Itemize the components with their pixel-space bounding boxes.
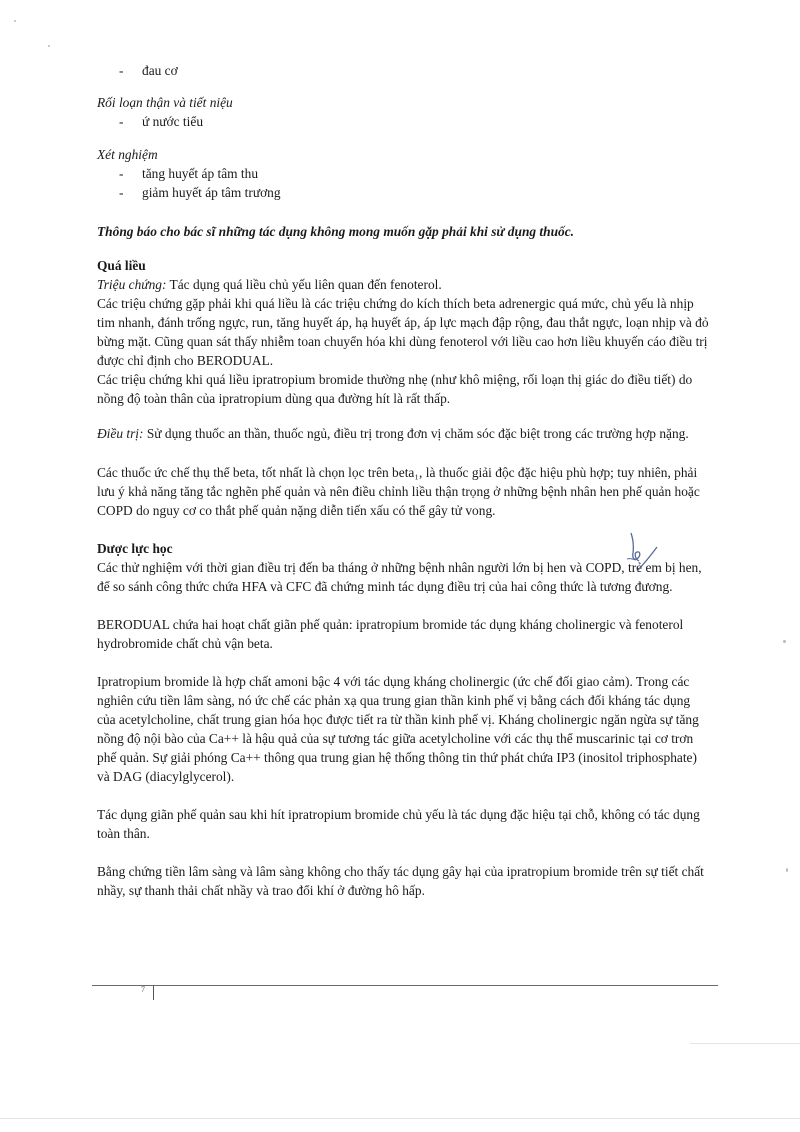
section-title-tests: Xét nghiệm <box>97 147 158 162</box>
scan-edge-line <box>690 1043 800 1044</box>
overdose-treatment <box>97 424 712 443</box>
treatment-label: Điều trị: <box>97 426 144 441</box>
footer-tick <box>153 986 154 1000</box>
list-item: - ứ nước tiểu <box>97 112 712 131</box>
treatment-text: Sử dụng thuốc an thần, thuốc ngủ, điều trị trong đơn vị chăm sóc đặc biệt trong các trường hợp nặng. <box>143 426 689 441</box>
pharmacodynamics-paragraph: BERODUAL chứa hai hoạt chất giãn phế quản: ipratropium bromide tác dụng kháng cholinergic và fenoterol hydrobromide chất chủ vận beta. <box>97 617 684 651</box>
document-body <box>97 61 712 900</box>
overdose-paragraph: Các thuốc ức chế thụ thể beta, tốt nhất là chọn lọc trên beta₁, là thuốc giải độc đặc hiệu phù hợp; tuy nhiên, phải lưu ý khả năng tăng tắc nghẽn phế quản và nên điều chỉnh liều thận trọng ở những bệnh nhân hen phế quản hoặc COPD do nguy cơ co thắt phế quản nặng diễn tiến xấu có thể gây tử vong. <box>97 465 700 518</box>
footer-rule <box>92 985 718 986</box>
pharmacodynamics-paragraph: Tác dụng giãn phế quản sau khi hít ipratropium bromide chủ yếu là tác dụng đặc hiệu tại chỗ, không có tác dụng toàn thân. <box>97 807 700 841</box>
scan-edge-line <box>0 1118 800 1119</box>
overdose-symptoms <box>97 275 712 294</box>
overdose-paragraph: Các triệu chứng gặp phải khi quá liều là các triệu chứng do kích thích beta adrenergic quá mức, chủ yếu là nhịp tim nhanh, đánh trống ngực, run, tăng huyết áp, hạ huyết áp, áp lực mạch đập rộng, đau thắt ngực, loạn nhịp và đỏ bừng mặt. Cũng quan sát thấy nhiễm toan chuyển hóa khi dùng fenoterol với liều cao hơn liều khuyến cáo điều trị được chỉ định cho BERODUAL. <box>97 296 709 368</box>
overdose-heading: Quá liều <box>97 258 146 273</box>
scan-speck <box>786 868 788 872</box>
handwritten-signature <box>613 531 659 573</box>
symptoms-label: Triệu chứng: <box>97 277 167 292</box>
scan-speck <box>48 45 50 47</box>
pharmacodynamics-paragraph: Bằng chứng tiền lâm sàng và lâm sàng không cho thấy tác dụng gây hại của ipratropium bromide trên sự tiết chất nhầy, sự thanh thải chất nhầy và trao đổi khí ở đường hô hấp. <box>97 864 704 898</box>
adverse-effects-notice: Thông báo cho bác sĩ những tác dụng không mong muốn gặp phải khi sử dụng thuốc. <box>97 224 575 239</box>
pharmacodynamics-heading: Dược lực học <box>97 541 173 556</box>
symptoms-text: Tác dụng quá liều chủ yếu liên quan đến fenoterol. <box>166 277 442 292</box>
scan-speck <box>783 640 786 643</box>
list-item: - tăng huyết áp tâm thu <box>97 164 712 183</box>
page-number: 7 <box>141 985 145 994</box>
pharmacodynamics-paragraph: Ipratropium bromide là hợp chất amoni bậc 4 với tác dụng kháng cholinergic (ức chế đối giao cảm). Trong các nghiên cứu tiền lâm sàng, nó ức chế các phản xạ qua trung gian thần kinh phế vị bằng cách đối kháng tác dụng của acetylcholine, chất trung gian hóa học được tiết ra từ thần kinh phế vị. Kháng cholinergic ngăn ngừa sự tăng nồng độ nội bào của Ca++ là hậu quả của sự tương tác giữa acetylcholine với các thụ thể muscarinic tại cơ trơn phế quản. Sự giải phóng Ca++ thông qua trung gian hệ thống thông tin thứ phát chứa IP3 (inositol triphosphate) và DAG (diacylglycerol). <box>97 674 699 784</box>
overdose-paragraph: Các triệu chứng khi quá liều ipratropium bromide thường nhẹ (như khô miệng, rối loạn thị giác do điều tiết) do nồng độ toàn thân của ipratropium dùng qua đường hít là rất thấp. <box>97 372 693 406</box>
list-item: - đau cơ <box>97 61 712 80</box>
scan-speck <box>14 20 16 22</box>
pharmacodynamics-paragraph: Các thử nghiệm với thời gian điều trị đến ba tháng ở những bệnh nhân người lớn bị hen và COPD, trẻ em bị hen, để so sánh công thức chứa HFA và CFC đã chứng minh tác dụng điều trị của hai công thức là tương đương. <box>97 560 702 594</box>
list-item: - giảm huyết áp tâm trương <box>97 183 712 202</box>
section-title-kidney: Rối loạn thận và tiết niệu <box>97 95 233 110</box>
